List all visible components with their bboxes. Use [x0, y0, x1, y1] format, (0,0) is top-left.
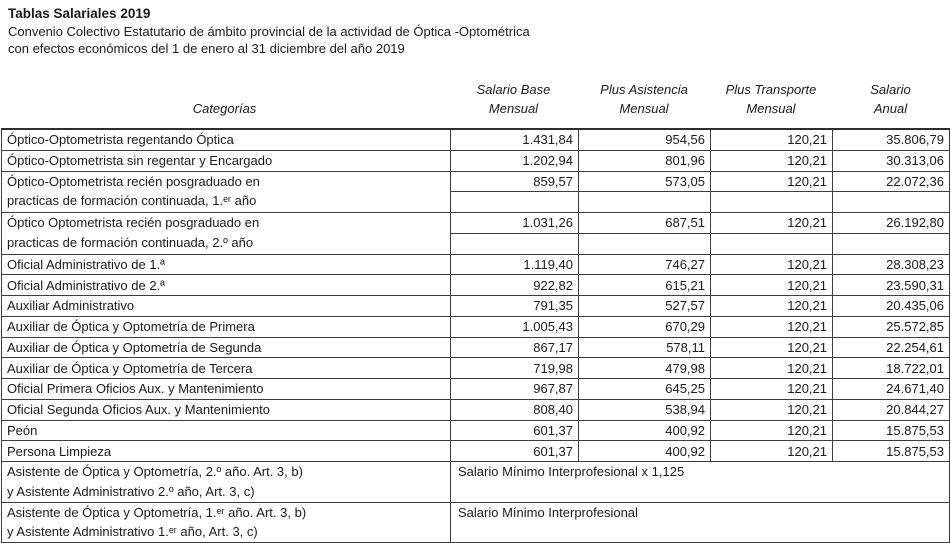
cell-salario-base: 1.005,43: [451, 316, 579, 337]
cell-merged-value: Salario Mínimo Interprofesional x 1,125: [451, 462, 950, 503]
cell-salario-base: 867,17: [451, 337, 579, 358]
cell-empty: [833, 233, 950, 254]
cell-plus-asistencia: 527,57: [579, 296, 711, 317]
cell-category: [2, 462, 451, 503]
cell-category: Auxiliar de Óptica y Optometría de Segunda: [2, 337, 451, 358]
table-row: [2, 502, 950, 522]
cell-salario-anual: 23.590,31: [833, 275, 950, 296]
cell-category: Oficial Segunda Oficios Aux. y Mantenimiento: [2, 399, 451, 420]
cell-salario-anual: 30.313,06: [833, 150, 950, 171]
column-header-line: Salario Base: [476, 82, 551, 97]
table-row: [2, 420, 950, 441]
cell-plus-asistencia: 954,56: [579, 129, 711, 150]
cell-salario-base: 791,35: [451, 296, 579, 317]
cell-category: Oficial Administrativo de 2.ª: [2, 275, 451, 296]
cell-category: Óptico-Optometrista sin regentar y Encargado: [2, 150, 451, 171]
cell-salario-anual: 15.875,53: [833, 420, 950, 441]
table-row: [2, 316, 950, 337]
table-row: [2, 296, 950, 317]
column-header-line: Plus Asistencia: [600, 82, 688, 97]
table-row: [2, 171, 950, 192]
table-row: [2, 462, 950, 482]
cell-salario-base: 1.202,94: [451, 150, 579, 171]
cell-plus-asistencia: 479,98: [579, 358, 711, 379]
cell-category: Peón: [2, 420, 451, 441]
cell-salario-anual: 25.572,85: [833, 316, 950, 337]
cell-category: Auxiliar de Óptica y Optometría de Tercera: [2, 358, 451, 379]
cell-plus-transporte: 120,21: [711, 150, 833, 171]
cell-salario-base: 1.431,84: [451, 129, 579, 150]
cell-plus-asistencia: 400,92: [579, 420, 711, 441]
cell-salario-base: 808,40: [451, 399, 579, 420]
column-header-line: Anual: [873, 100, 908, 116]
cell-category: [2, 171, 451, 213]
cell-salario-base: 601,37: [451, 420, 579, 441]
cell-plus-transporte: 120,21: [711, 296, 833, 317]
cell-merged-value: Salario Mínimo Interprofesional: [451, 502, 950, 543]
category-line: Asistente de Óptica y Optometría, 2.º año. Art. 3, b): [7, 464, 303, 479]
cell-category: Persona Limpieza: [2, 441, 451, 462]
cell-empty: [579, 192, 711, 213]
category-line: practicas de formación continuada, 2.º año: [7, 234, 254, 250]
cell-category: Óptico-Optometrista regentando Óptica: [2, 129, 451, 150]
table-row: [2, 379, 950, 400]
cell-plus-transporte: 120,21: [711, 171, 833, 192]
cell-plus-transporte: 120,21: [711, 275, 833, 296]
cell-plus-transporte: 120,21: [711, 379, 833, 400]
column-header-line: Plus Transporte: [725, 82, 817, 97]
cell-plus-asistencia: 645,25: [579, 379, 711, 400]
column-header-salario-base: [449, 81, 578, 118]
cell-salario-base: 601,37: [451, 441, 579, 462]
column-header-salario-anual: [832, 81, 949, 118]
cell-plus-asistencia: 746,27: [579, 254, 711, 275]
cell-salario-anual: 35.806,79: [833, 129, 950, 150]
cell-salario-anual: 20.844,27: [833, 399, 950, 420]
cell-empty: [579, 233, 711, 254]
cell-category: [2, 213, 451, 255]
page-title: Tablas Salariales 2019: [8, 6, 151, 21]
table-row: [2, 399, 950, 420]
cell-plus-transporte: 120,21: [711, 213, 833, 234]
cell-salario-anual: 22.072,36: [833, 171, 950, 192]
cell-plus-transporte: 120,21: [711, 129, 833, 150]
cell-plus-transporte: 120,21: [711, 358, 833, 379]
column-header-plus-transporte: [710, 81, 832, 118]
cell-salario-anual: 15.875,53: [833, 441, 950, 462]
cell-plus-asistencia: 573,05: [579, 171, 711, 192]
cell-plus-asistencia: 670,29: [579, 316, 711, 337]
category-line: y Asistente Administrativo 2.º año, Art. 3, c): [7, 483, 255, 499]
cell-category: Oficial Administrativo de 1.ª: [2, 254, 451, 275]
cell-plus-asistencia: 615,21: [579, 275, 711, 296]
table-row: [2, 129, 950, 150]
cell-plus-asistencia: 801,96: [579, 150, 711, 171]
cell-plus-transporte: 120,21: [711, 420, 833, 441]
cell-category: Oficial Primera Oficios Aux. y Mantenimiento: [2, 379, 451, 400]
salary-table: [1, 128, 950, 543]
table-row: [2, 275, 950, 296]
cell-salario-base: 922,82: [451, 275, 579, 296]
column-header-line: Mensual: [619, 100, 669, 116]
category-line: y Asistente Administrativo 1.ᵉʳ año, Art. 3, c): [7, 524, 258, 540]
cell-plus-transporte: 120,21: [711, 399, 833, 420]
cell-empty: [451, 233, 579, 254]
cell-salario-base: 859,57: [451, 171, 579, 192]
cell-salario-anual: 22.254,61: [833, 337, 950, 358]
category-line: Óptico Optometrista recién posgraduado en: [7, 215, 260, 230]
cell-plus-transporte: 120,21: [711, 441, 833, 462]
cell-empty: [711, 233, 833, 254]
cell-plus-asistencia: 400,92: [579, 441, 711, 462]
cell-salario-base: 967,87: [451, 379, 579, 400]
cell-plus-asistencia: 578,11: [579, 337, 711, 358]
cell-salario-anual: 20.435,06: [833, 296, 950, 317]
table-row: [2, 213, 950, 234]
column-header-line: Mensual: [488, 100, 539, 116]
table-row: [2, 337, 950, 358]
cell-plus-transporte: 120,21: [711, 337, 833, 358]
cell-salario-anual: 28.308,23: [833, 254, 950, 275]
cell-salario-anual: 18.722,01: [833, 358, 950, 379]
subtitle-line-1: Convenio Colectivo Estatutario de ámbito provincial de la actividad de Óptica -Optométrica: [8, 24, 530, 39]
category-line: practicas de formación continuada, 1.ᵉʳ año: [7, 193, 257, 209]
cell-empty: [833, 192, 950, 213]
cell-category: Auxiliar Administrativo: [2, 296, 451, 317]
category-line: Óptico-Optometrista recién posgraduado en: [7, 173, 260, 189]
cell-empty: [711, 192, 833, 213]
table-row: [2, 358, 950, 379]
column-header-line: Mensual: [746, 100, 796, 116]
cell-salario-anual: 26.192,80: [833, 213, 950, 234]
cell-category: [2, 502, 451, 543]
cell-empty: [451, 192, 579, 213]
column-header-line: Salario: [870, 82, 911, 97]
column-header-categories: Categorías: [192, 100, 257, 116]
cell-plus-transporte: 120,21: [711, 316, 833, 337]
cell-plus-asistencia: 687,51: [579, 213, 711, 234]
cell-category: Auxiliar de Óptica y Optometría de Primera: [2, 316, 451, 337]
cell-salario-base: 1.031,26: [451, 213, 579, 234]
cell-plus-transporte: 120,21: [711, 254, 833, 275]
cell-salario-anual: 24.671,40: [833, 379, 950, 400]
cell-salario-base: 719,98: [451, 358, 579, 379]
table-row: [2, 441, 950, 462]
column-header-plus-asistencia: [578, 81, 710, 118]
cell-plus-asistencia: 538,94: [579, 399, 711, 420]
table-row: [2, 150, 950, 171]
table-row: [2, 254, 950, 275]
category-line: Asistente de Óptica y Optometría, 1.ᵉʳ año. Art. 3, b): [7, 504, 307, 520]
cell-salario-base: 1.119,40: [451, 254, 579, 275]
subtitle-line-2: con efectos económicos del 1 de enero al 31 diciembre del año 2019: [8, 41, 405, 56]
